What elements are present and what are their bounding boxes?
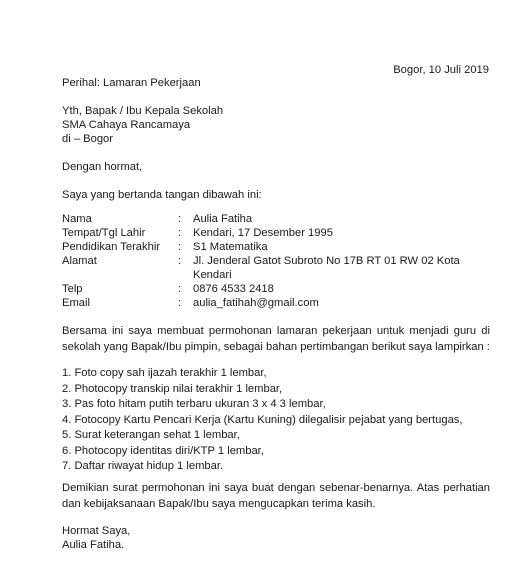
recipient-line: SMA Cahaya Rancamaya	[62, 119, 191, 131]
subject-line: Perihal: Lamaran Pekerjaan	[62, 77, 201, 89]
field-row	[62, 282, 463, 296]
field-row	[62, 296, 463, 310]
list-item: 4. Fotocopy Kartu Pencari Kerja (Kartu Kuning) dilegalisir pejabat yang bertugas,	[62, 413, 463, 426]
field-value: Kendari, 17 Desember 1995	[193, 227, 333, 239]
field-separator: :	[178, 213, 182, 225]
signoff: Hormat Saya,	[62, 525, 131, 537]
attachment-list	[62, 366, 463, 475]
closing-paragraph: Demikian surat permohonan ini saya buat dengan sebenar-benarnya. Atas perhatian dan kebijaksanaan Bapak/Ibu saya mengucapkan terima kasih.	[62, 482, 490, 510]
list-item: 5. Surat keterangan sehat 1 lembar,	[62, 429, 240, 441]
body-paragraph: Bersama ini saya membuat permohonan lamaran pekerjaan untuk menjadi guru di sekolah yang Bapak/Ibu pimpin, sebagai bahan pertimbangan berikut saya lampirkan :	[62, 325, 490, 353]
recipient-block	[62, 104, 223, 146]
field-label: Email	[62, 297, 90, 309]
list-item: 6. Photocopy identitas diri/KTP 1 lembar,	[62, 444, 264, 457]
recipient-line: Yth, Bapak / Ibu Kepala Sekolah	[62, 105, 224, 117]
greeting: Dengan hormat,	[62, 161, 143, 173]
field-separator: :	[178, 227, 182, 239]
field-separator: :	[178, 283, 182, 295]
field-label: Alamat	[62, 255, 97, 267]
recipient-line: di – Bogor	[62, 133, 113, 145]
field-separator: :	[178, 241, 182, 253]
signature-block	[62, 524, 130, 552]
field-row	[62, 212, 463, 226]
list-item: 1. Foto copy sah ijazah terakhir 1 lembar,	[62, 367, 267, 379]
field-label: Telp	[62, 283, 83, 295]
field-row	[62, 226, 463, 240]
identity-fields	[62, 212, 463, 310]
field-label: Pendidikan Terakhir	[62, 241, 161, 253]
field-label: Nama	[62, 213, 92, 225]
letter-date: Bogor, 10 Juli 2019	[393, 64, 489, 76]
field-value: aulia_fatihah@gmail.com	[193, 297, 319, 309]
field-separator: :	[178, 255, 182, 267]
field-label: Tempat/Tgl Lahir	[62, 227, 146, 239]
field-row	[62, 240, 463, 254]
field-value: Aulia Fatiha	[193, 213, 253, 225]
list-item: 3. Pas foto hitam putih terbaru ukuran 3 x 4 3 lembar,	[62, 398, 326, 410]
list-item: 7. Daftar riwayat hidup 1 lembar.	[62, 460, 224, 472]
field-value: S1 Matematika	[193, 241, 268, 253]
field-row	[62, 254, 463, 282]
list-item: 2. Photocopy transkip nilai terakhir 1 lembar,	[62, 382, 283, 395]
field-value: 0876 4533 2418	[193, 283, 274, 295]
intro-line: Saya yang bertanda tangan dibawah ini:	[62, 189, 262, 201]
field-value: Jl. Jenderal Gatot Subroto No 17B RT 01 RW 02 Kota Kendari	[193, 255, 460, 281]
field-separator: :	[178, 297, 182, 309]
signer-name: Aulia Fatiha.	[62, 539, 125, 551]
